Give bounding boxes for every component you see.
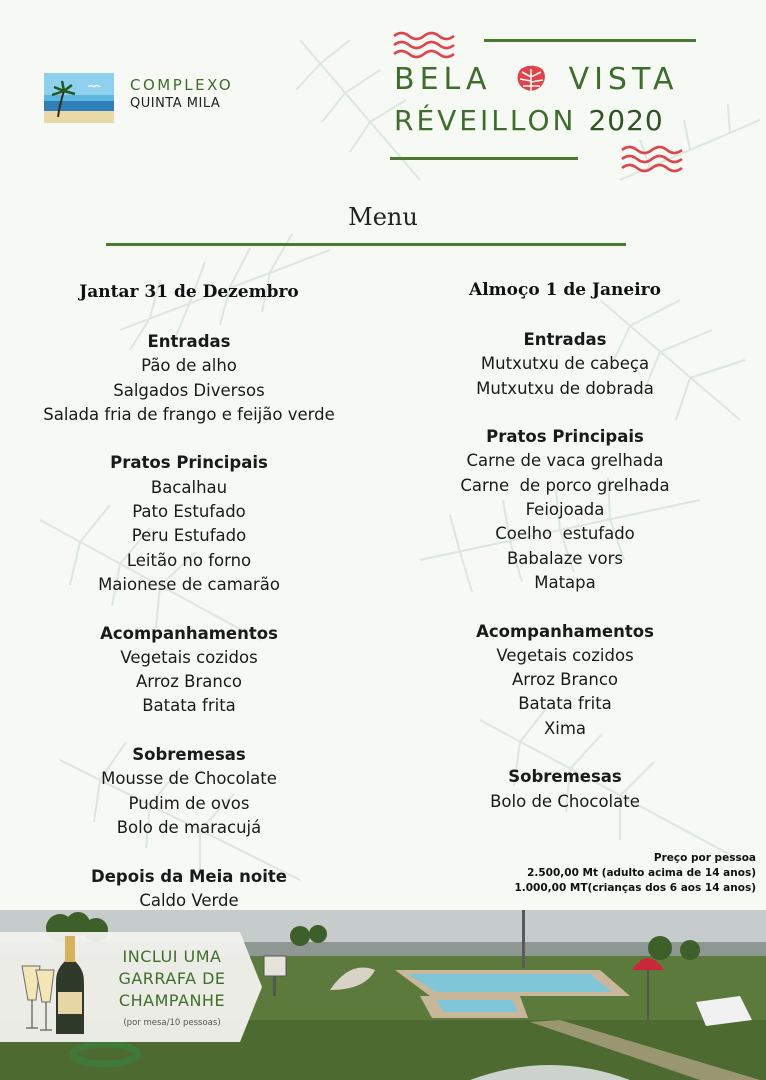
left-section-title: Acompanhamentos — [100, 623, 278, 643]
menu-item: Vegetais cozidos — [120, 647, 258, 667]
menu-item: Maionese de camarão — [98, 574, 280, 594]
event-title-left: BELA — [394, 62, 492, 97]
event-title-right: VISTA — [568, 62, 679, 97]
menu-item: Bolo de maracujá — [116, 817, 262, 837]
right-section-title: Entradas — [523, 330, 607, 349]
menu-item: Arroz Branco — [511, 670, 619, 690]
menu-item: Pudim de ovos — [128, 793, 250, 813]
event-title — [394, 62, 694, 97]
price-block — [514, 851, 756, 896]
event-year: 2020 — [588, 104, 664, 137]
menu-item: Salgados Diversos — [113, 380, 265, 400]
right-section-title: Sobremesas — [508, 767, 622, 787]
price-child: 1.000,00 MT(crianças dos 6 aos 14 anos) — [514, 882, 756, 894]
event-subtitle-text: RÉVEILLON — [394, 104, 577, 137]
title-rule-top — [484, 39, 696, 42]
menu-item: Mutxutxu de dobrada — [476, 378, 654, 398]
menu-item: Salada fria de frango e feijão verde — [43, 404, 335, 424]
wave-icon — [620, 144, 684, 174]
monstera-leaf-icon — [514, 63, 548, 93]
left-section-title: Entradas — [147, 332, 231, 351]
brand-name-line1: COMPLEXO — [130, 76, 234, 94]
promo-line3: CHAMPANHE — [118, 991, 226, 1010]
menu-item: Vegetais cozidos — [496, 645, 634, 665]
menu-item: Mousse de Chocolate — [101, 769, 277, 789]
menu-item: Caldo Verde — [139, 890, 239, 910]
left-section-title: Depois da Meia noite — [91, 866, 287, 886]
event-subtitle — [394, 104, 694, 137]
menu-item: Batata frita — [142, 696, 236, 716]
menu-item: Carne de porco grelhada — [460, 475, 670, 495]
menu-item: Carne de vaca grelhada — [466, 451, 664, 471]
menu-item: Bacalhau — [150, 477, 228, 497]
wave-icon — [392, 30, 456, 60]
promo-line1: INCLUI UMA — [122, 947, 222, 966]
menu-item: Coelho estufado — [495, 524, 635, 544]
beach-logo-icon — [44, 73, 114, 123]
menu-title: Menu — [348, 203, 418, 231]
left-menu-column — [30, 330, 348, 913]
menu-item: Babalaze vors — [506, 548, 623, 568]
menu-item: Xima — [543, 718, 587, 738]
right-column-heading: Almoço 1 de Janeiro — [469, 280, 661, 300]
left-section-title: Sobremesas — [132, 745, 246, 765]
price-label: Preço por pessoa — [653, 852, 756, 864]
menu-item: Matapa — [534, 572, 596, 592]
left-section-title: Pratos Principais — [110, 453, 268, 473]
brand-name-line2: QUINTA MILA — [130, 96, 221, 111]
menu-item: Peru Estufado — [131, 526, 247, 546]
menu-item: Pato Estufado — [132, 502, 246, 522]
menu-title-rule — [106, 243, 626, 246]
price-adult: 2.500,00 Mt (adulto acima de 14 anos) — [527, 867, 756, 879]
right-section-title: Pratos Principais — [486, 427, 644, 447]
menu-item: Leitão no forno — [126, 550, 252, 570]
left-column-heading: Jantar 31 de Dezembro — [79, 282, 299, 302]
promo-text — [102, 946, 242, 1012]
title-rule-bottom — [390, 157, 578, 160]
menu-item: Bolo de Chocolate — [490, 791, 640, 811]
menu-item: Feiojoada — [525, 500, 605, 520]
menu-item: Batata frita — [518, 694, 612, 714]
promo-line2: GARRAFA DE — [118, 969, 226, 988]
promo-note: (por mesa/10 pessoas) — [123, 1018, 221, 1028]
right-section-title: Acompanhamentos — [476, 621, 654, 641]
menu-item: Mutxutxu de cabeça — [480, 354, 650, 374]
right-menu-column — [410, 328, 720, 814]
menu-item: Arroz Branco — [135, 672, 243, 692]
menu-item: Pão de alho — [141, 356, 237, 376]
champagne-bottle-icon — [50, 936, 90, 1038]
